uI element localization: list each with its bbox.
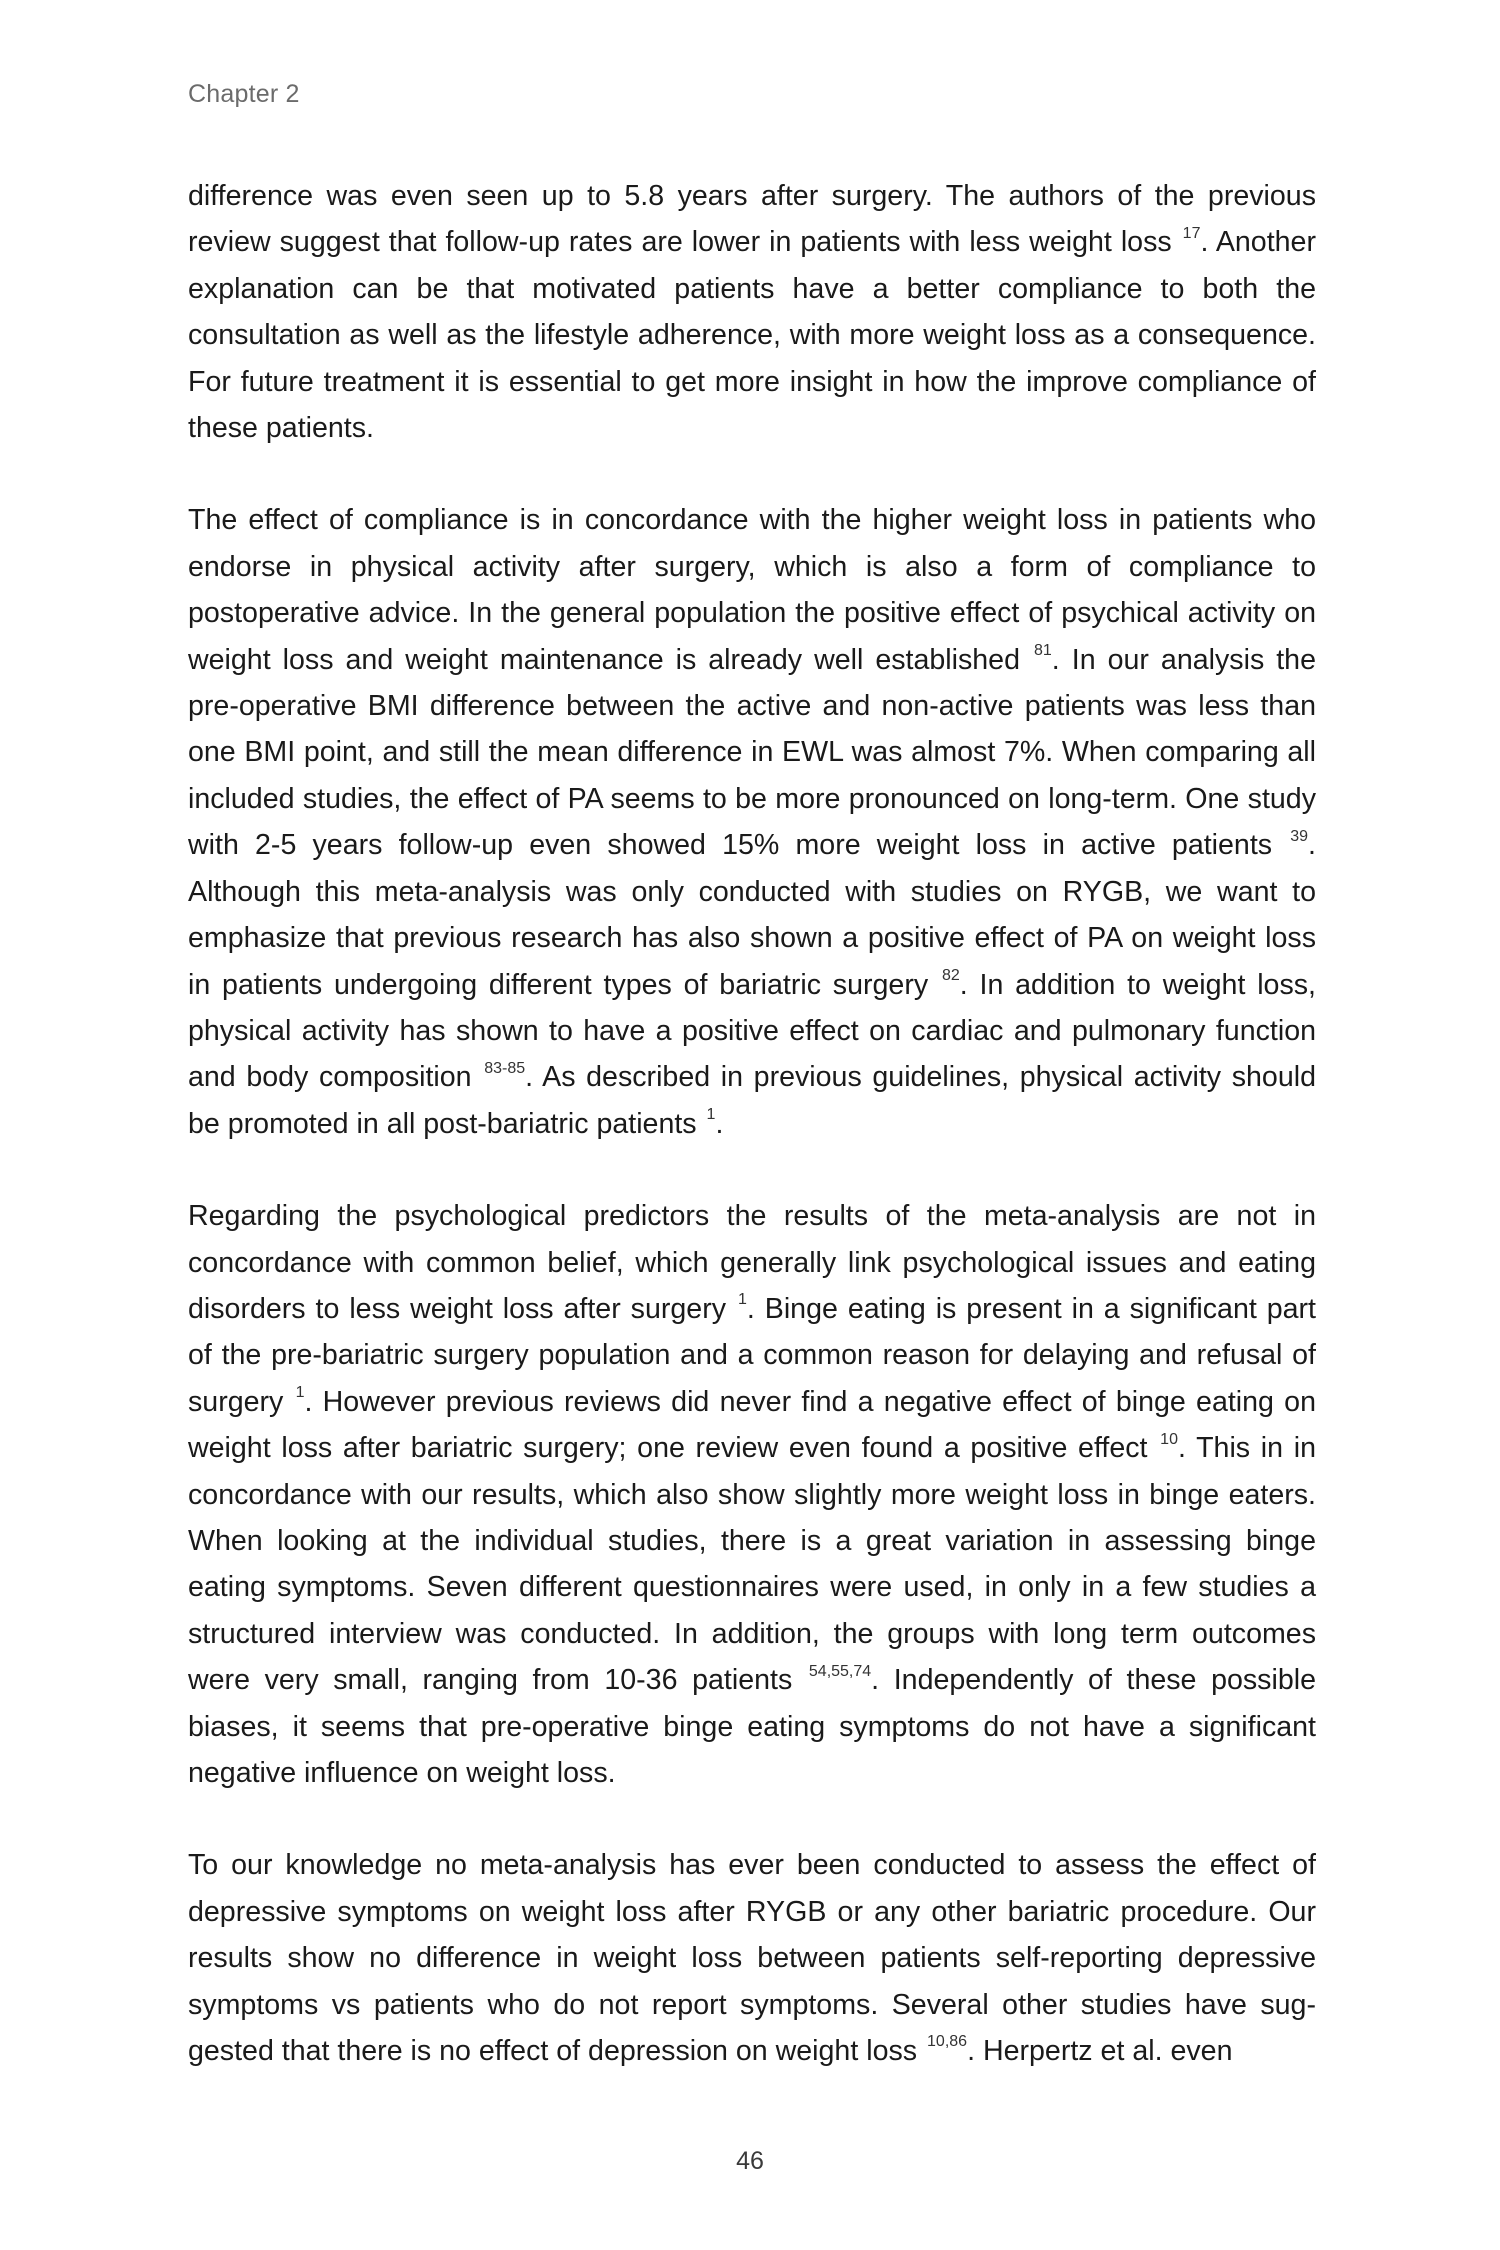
paragraph-text: . Another explanation can be that motivated patients have a better compliance to both the consultation as well as the lifestyle adherence, with more weight loss as a consequence. For future treatment it is essential to get more insight in how the improve compliance of these patients.	[188, 226, 1316, 445]
citation-ref: 39	[1290, 827, 1309, 845]
paragraph-text: . This in in concordance with our results, which also show slightly more weight loss in binge eaters. When looking at the individual studies, there is a great variation in assessing binge eating symptoms. Seven different questionnaires were used, in only in a few studies a structured interview was conducted. In addition, the groups with long term outcomes were very small, ranging from 10-36 patients	[188, 1432, 1316, 1697]
body-text	[188, 173, 1316, 2074]
citation-ref: 83-85	[484, 1059, 526, 1077]
body-paragraph	[188, 173, 1316, 451]
paragraph-text: . Binge eating is present in a significant part of the pre-bariatric surgery population and a common reason for delaying and refusal of surgery	[188, 1292, 1317, 1418]
paragraph-text: . Although this meta-analysis was only conducted with studies on RYGB, we want to emphasize that previous research has also shown a positive effect of PA on weight loss in patients undergoing different types of bariatric surgery	[188, 829, 1316, 1001]
citation-ref: 1	[295, 1384, 305, 1402]
paragraph-text: . Herpertz et al. even	[967, 2035, 1233, 2068]
paragraph-text: The effect of compliance is in concordance with the higher weight loss in patients who endorse in physical activity after surgery, which is also a form of compliance to postoperative advice. In the general population the positive effect of psychical activity on weight loss and weight maintenance is already well established	[188, 504, 1316, 676]
body-paragraph	[188, 1842, 1316, 2074]
paragraph-text: To our knowledge no meta-analysis has ever been conducted to assess the effect of depressive symptoms on weight loss after RYGB or any other bariatric procedure. Our results show no difference in weight loss between patients self-reporting depressive symptoms vs patients who do not report symptoms. Several other studies have suggested that there is no effect of depression on weight loss	[188, 1849, 1316, 2068]
page-number: 46	[736, 2147, 764, 2175]
running-head: Chapter 2	[188, 80, 300, 108]
paragraph-text: .	[715, 1107, 724, 1140]
citation-ref: 1	[706, 1106, 716, 1124]
citation-ref: 10	[1160, 1430, 1178, 1448]
citation-ref: 82	[941, 966, 960, 984]
body-paragraph	[188, 1193, 1316, 1796]
citation-ref: 17	[1182, 224, 1201, 242]
paragraph-text: Regarding the psychological predictors the results of the meta-analysis are not in concordance with common belief, which generally link psychological issues and eating disorders to less weight loss after surgery	[188, 1200, 1316, 1325]
paragraph-text: . In our analysis the pre-operative BMI difference between the active and non-active patients was less than one BMI point, and still the mean difference in EWL was almost 7%. When comparing all included studies, the effect of PA seems to be more pronounced on long-term. One study with 2-5 years follow-up even showed 15% more weight loss in active patients	[188, 643, 1316, 862]
citation-ref: 1	[737, 1291, 747, 1309]
citation-ref: 81	[1034, 642, 1052, 660]
citation-ref: 10,86	[927, 2033, 968, 2051]
paragraph-text: . As described in previous guidelines, physical activity should be promoted in all post-bariatric patients	[188, 1061, 1316, 1140]
citation-ref: 54,55,74	[808, 1662, 872, 1680]
paragraph-text: . Independently of these possible biases, it seems that pre-operative binge eating symptoms do not have a significant negative influence on weight loss.	[188, 1664, 1316, 1789]
paragraph-text: difference was even seen up to 5.8 years after surgery. The authors of the previous review suggest that follow-up rates are lower in patients with less weight loss	[188, 180, 1316, 259]
paragraph-text: . However previous reviews did never find a negative effect of binge eating on weight loss after bariatric surgery; one review even found a positive effect	[188, 1385, 1316, 1465]
body-paragraph	[188, 497, 1316, 1147]
paragraph-text: . In addition to weight loss, physical activity has shown to have a positive effect on cardiac and pulmonary function and body composition	[188, 968, 1317, 1094]
